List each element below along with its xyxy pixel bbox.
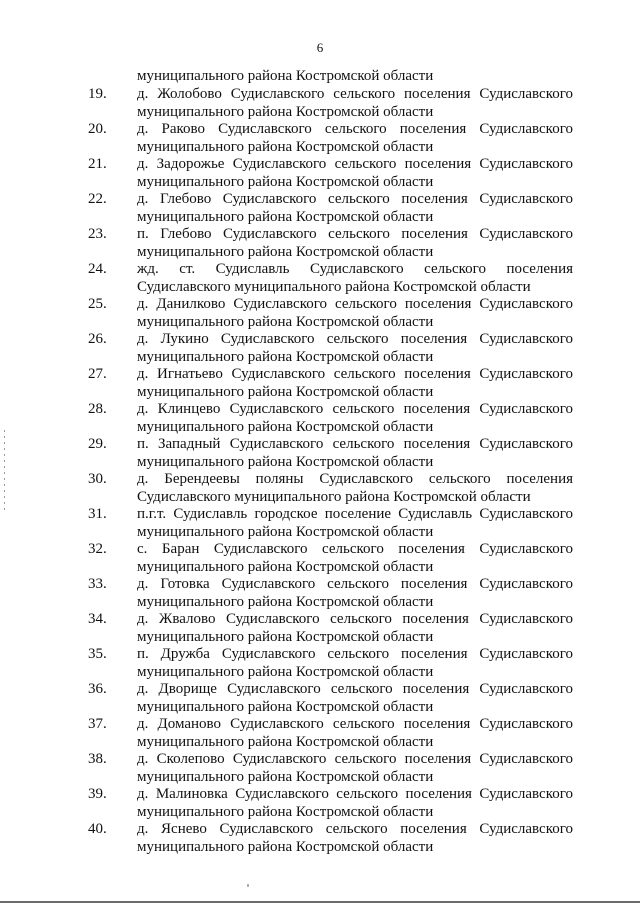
item-number: 39.: [88, 786, 107, 802]
scan-speck: [247, 884, 249, 887]
list-item: [0, 506, 640, 541]
item-number: 33.: [88, 576, 107, 592]
item-text: д. Берендеевы поляны Судиславского сельского поселения Судиславского муниципального района Костромской области: [137, 471, 573, 505]
item-text: п. Глебово Судиславского сельского поселения Судиславского муниципального района Костромской области: [137, 226, 573, 260]
item-text: д. Игнатьево Судиславского сельского поселения Судиславского муниципального района Костромской области: [137, 366, 573, 400]
item-number: 19.: [88, 86, 107, 102]
bottom-edge-line: [0, 901, 640, 903]
item-number: 27.: [88, 366, 107, 382]
list-item: [0, 121, 640, 156]
margin-scan-mark: [4, 430, 5, 510]
list-item: [0, 786, 640, 821]
item-number: 21.: [88, 156, 107, 172]
list-item: [0, 751, 640, 786]
item-text: д. Клинцево Судиславского сельского поселения Судиславского муниципального района Костромской области: [137, 401, 573, 435]
list-item: [0, 821, 640, 856]
item-number: 37.: [88, 716, 107, 732]
list-item: [0, 156, 640, 191]
list-item: [0, 436, 640, 471]
item-text: п. Западный Судиславского сельского поселения Судиславского муниципального района Костромской области: [137, 436, 573, 470]
item-text: д. Глебово Судиславского сельского поселения Судиславского муниципального района Костромской области: [137, 191, 573, 225]
item-number: 28.: [88, 401, 107, 417]
item-text: д. Лукино Судиславского сельского поселения Судиславского муниципального района Костромской области: [137, 331, 573, 365]
list-item: [0, 86, 640, 121]
item-number: 26.: [88, 331, 107, 347]
list-item: [0, 191, 640, 226]
list-item: [0, 331, 640, 366]
item-number: 30.: [88, 471, 107, 487]
item-text: п.г.т. Судиславль городское поселение Судиславль Судиславского муниципального района Костромской области: [137, 506, 573, 540]
item-number: 22.: [88, 191, 107, 207]
list-item: [0, 226, 640, 261]
list-item: [0, 611, 640, 646]
list-item: [0, 261, 640, 296]
item-number: 36.: [88, 681, 107, 697]
list-item: [0, 471, 640, 506]
item-number: 31.: [88, 506, 107, 522]
item-number: 25.: [88, 296, 107, 312]
list-item: [0, 366, 640, 401]
list-item: [0, 401, 640, 436]
list-item: [0, 576, 640, 611]
item-text: д. Сколепово Судиславского сельского поселения Судиславского муниципального района Костромской области: [137, 751, 573, 785]
list-item: [0, 716, 640, 751]
item-text: д. Готовка Судиславского сельского поселения Судиславского муниципального района Костромской области: [137, 576, 573, 610]
item-number: 35.: [88, 646, 107, 662]
list-item: [0, 681, 640, 716]
continuation-line: муниципального района Костромской области: [137, 68, 434, 84]
item-text: д. Дворище Судиславского сельского поселения Судиславского муниципального района Костромской области: [137, 681, 573, 715]
list-item: [0, 541, 640, 576]
item-number: 20.: [88, 121, 107, 137]
page-number: 6: [316, 40, 324, 55]
item-number: 24.: [88, 261, 107, 277]
item-number: 34.: [88, 611, 107, 627]
item-number: 23.: [88, 226, 107, 242]
list-item: [0, 296, 640, 331]
item-text: д. Жвалово Судиславского сельского поселения Судиславского муниципального района Костромской области: [137, 611, 573, 645]
item-text: д. Яснево Судиславского сельского поселения Судиславского муниципального района Костромской области: [137, 821, 573, 855]
item-text: п. Дружба Судиславского сельского поселения Судиславского муниципального района Костромской области: [137, 646, 573, 680]
item-text: д. Жолобово Судиславского сельского поселения Судиславского муниципального района Костромской области: [137, 86, 573, 120]
item-number: 32.: [88, 541, 107, 557]
item-text: д. Данилково Судиславского сельского поселения Судиславского муниципального района Костромской области: [137, 296, 573, 330]
item-number: 38.: [88, 751, 107, 767]
item-text: с. Баран Судиславского сельского поселения Судиславского муниципального района Костромской области: [137, 541, 573, 575]
item-text: жд. ст. Судиславль Судиславского сельского поселения Судиславского муниципального района Костромской области: [137, 261, 573, 295]
item-text: д. Доманово Судиславского сельского поселения Судиславского муниципального района Костромской области: [137, 716, 573, 750]
item-number: 40.: [88, 821, 107, 837]
item-text: д. Задорожье Судиславского сельского поселения Судиславского муниципального района Костромской области: [137, 156, 573, 190]
item-text: д. Малиновка Судиславского сельского поселения Судиславского муниципального района Костромской области: [137, 786, 573, 820]
list-item: [0, 646, 640, 681]
item-number: 29.: [88, 436, 107, 452]
item-text: д. Раково Судиславского сельского поселения Судиславского муниципального района Костромской области: [137, 121, 573, 155]
